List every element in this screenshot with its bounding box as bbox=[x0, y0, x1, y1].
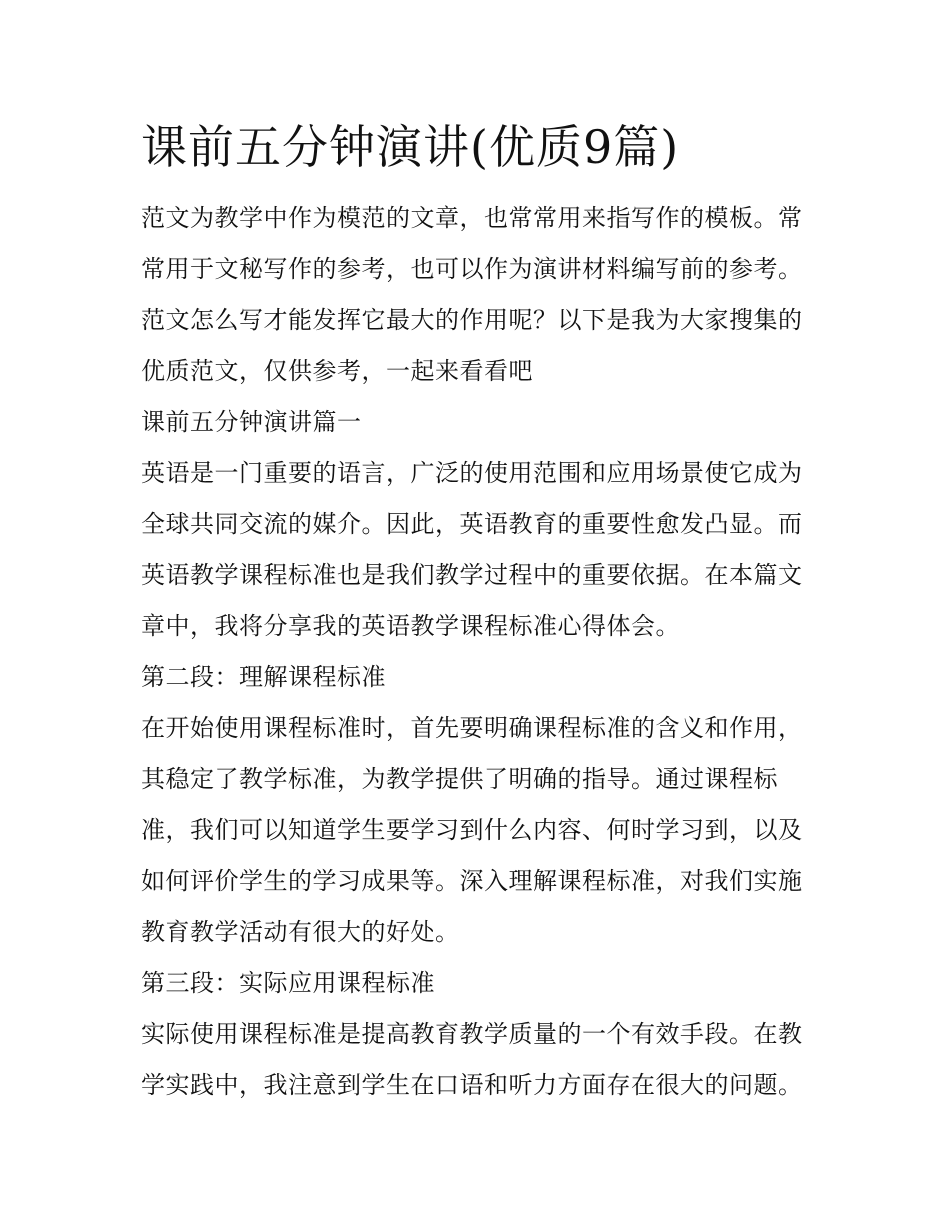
body-paragraph: 实际使用课程标准是提高教育教学质量的一个有效手段。在教学实践中，我注意到学生在口语和听力方面存在很大的问题。 bbox=[141, 1020, 803, 1099]
body-paragraph: 在开始使用课程标准时，首先要明确课程标准的含义和作用，其稳定了教学标准，为教学提供了明确的指导。通过课程标准，我们可以知道学生要学习到什么内容、何时学习到，以及如何评价学生的学习成果等。深入理解课程标准，对我们实施教育教学活动有很大的好处。 bbox=[141, 714, 803, 946]
section-heading-third: 第三段：实际应用课程标准 bbox=[141, 969, 435, 997]
intro-paragraph: 范文为教学中作为模范的文章，也常常用来指写作的模板。常常用于文秘写作的参考，也可以作为演讲材料编写前的参考。范文怎么写才能发挥它最大的作用呢？以下是我为大家搜集的优质范文，仅供参考，一起来看看吧 bbox=[141, 204, 803, 385]
body-paragraph: 英语是一门重要的语言，广泛的使用范围和应用场景使它成为全球共同交流的媒介。因此，英语教育的重要性愈发凸显。而英语教学课程标准也是我们教学过程中的重要依据。在本篇文章中，我将分享我的英语教学课程标准心得体会。 bbox=[141, 459, 803, 640]
section-heading-second: 第二段：理解课程标准 bbox=[141, 663, 386, 691]
document-title: 课前五分钟演讲(优质9篇) bbox=[141, 120, 680, 174]
document-body bbox=[141, 112, 821, 1111]
title-block bbox=[141, 112, 821, 182]
section-heading-part-one: 课前五分钟演讲篇一 bbox=[141, 408, 362, 436]
